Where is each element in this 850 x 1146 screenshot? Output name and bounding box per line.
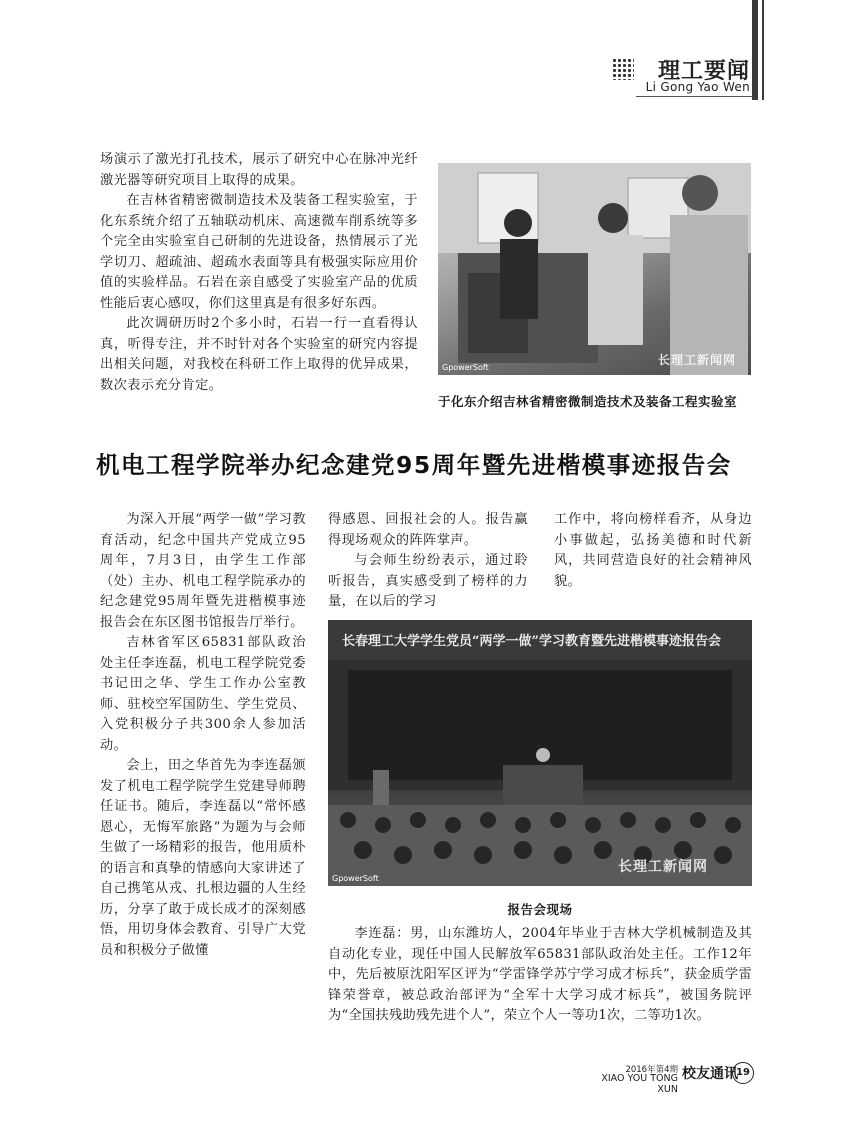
report-hall-caption: 报告会现场 (507, 902, 573, 917)
dot-pattern-icon (612, 58, 634, 80)
section-bar-thin (762, 0, 764, 100)
section-title: 理工要闻 (657, 59, 750, 84)
page-number: 19 (732, 1062, 754, 1084)
lab-photo-scene (438, 163, 751, 375)
article-column-2 (328, 510, 528, 613)
report-hall-scene (328, 620, 752, 886)
lab-photo (438, 163, 751, 375)
article-column-1 (100, 510, 306, 961)
footer-magazine-name: 校友通讯 (682, 1066, 738, 1082)
lab-photo-caption: 于化东介绍吉林省精密微制造技术及装备工程实验室 (438, 394, 738, 409)
article-paragraph: 得感恩、回报社会的人。报告赢得现场观众的阵阵掌声。 (328, 512, 528, 548)
article-paragraph: 吉林省军区65831部队政治处主任李连磊，机电工程学院党委书记田之华、学生工作办公室教师、驻校空军国防生、学生党员、入党积极分子共300余人参加活动。 (100, 635, 306, 753)
bio-paragraph: 李连磊：男，山东潍坊人，2004年毕业于吉林大学机械制造及其自动化专业，现任中国人民解放军65831部队政治处主任。工作12年中，先后被原沈阳军区评为“学雷锋学苏宁学习成才标兵”，获金质学雷锋荣誉章，被总政治部评为“全军十大学习成才标兵”，被国务院评为“全国扶残助残先进个人”，荣立个人一等功1次，二等功1次。 (328, 926, 752, 1023)
photo-source: GpowerSoft (442, 363, 489, 372)
top-paragraph: 场演示了激光打孔技术，展示了研究中心在脉冲光纤激光器等研究项目上取得的成果。 (100, 152, 418, 188)
footer-magazine-pinyin: XIAO YOU TONG XUN (601, 1073, 678, 1095)
photo-watermark: 长理工新闻网 (618, 859, 708, 875)
article-paragraph: 与会师生纷纷表示，通过聆听报告，真实感受到了榜样的力量，在以后的学习 (328, 553, 528, 609)
article-headline: 机电工程学院举办纪念建党95周年暨先进楷模事迹报告会 (96, 451, 732, 479)
speaker-bio (328, 924, 752, 1027)
top-paragraph: 此次调研历时2个多小时，石岩一行一直看得认真，听得专注，并不时针对各个实验室的研究内容提出相关问题，对我校在科研工作上取得的优异成果，数次表示充分肯定。 (100, 316, 418, 393)
photo-banner: 长春理工大学学生党员“两学一做”学习教育暨先进楷模事迹报告会 (342, 634, 721, 649)
article-paragraph: 工作中，将向榜样看齐，从身边小事做起，弘扬美德和时代新风，共同营造良好的社会精神风貌。 (554, 512, 752, 589)
footer-issue: 2016年第4期 (625, 1065, 678, 1075)
photo-watermark: 长理工新闻网 (658, 353, 737, 367)
report-hall-photo (328, 620, 752, 886)
section-pinyin: Li Gong Yao Wen (645, 80, 750, 94)
article-paragraph: 会上，田之华首先为李连磊颁发了机电工程学院学生党建导师聘任证书。随后，李连磊以“常怀感恩心，无悔军旅路”为题为与会师生做了一场精彩的报告，他用质朴的语言和真挚的情感向大家讲述了自己携笔从戎、扎根边疆的人生经历，分享了敢于成长成才的深刻感悟，用切身体会教育、引导广大党员和积极分子做懂 (100, 758, 306, 958)
section-bar (752, 0, 758, 100)
article-column-3 (554, 510, 752, 592)
photo-source: GpowerSoft (332, 874, 379, 883)
top-article-text (100, 150, 418, 396)
header-rule (636, 96, 752, 97)
top-paragraph: 在吉林省精密微制造技术及装备工程实验室，于化东系统介绍了五轴联动机床、高速微车削系统等多个完全由实验室自己研制的先进设备，热情展示了光学切刀、超疏油、超疏水表面等具有极强实际应用价值的实验样品。石岩在亲自感受了实验室产品的优质性能后衷心感叹，你们这里真是有很多好东西。 (100, 193, 418, 311)
article-paragraph: 为深入开展“两学一做”学习教育活动，纪念中国共产党成立95周年，7月3日，由学生工作部（处）主办、机电工程学院承办的纪念建党95周年暨先进楷模事迹报告会在东区图书馆报告厅举行。 (100, 512, 306, 630)
